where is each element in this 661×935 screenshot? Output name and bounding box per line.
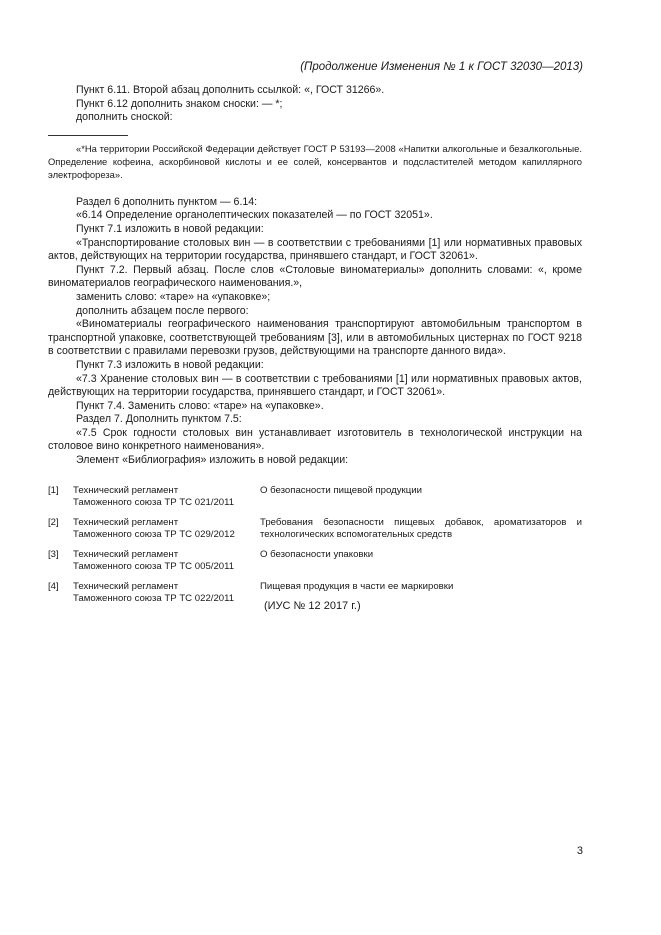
bibliography-item (48, 549, 582, 574)
bibliography-title: О безопасности пищевой продукции (260, 484, 422, 496)
page-number: 3 (576, 845, 583, 857)
paragraph-7-3-text: «7.3 Хранение столовых вин — в соответствии с требованиями [1] или нормативных правовых актов, действующих на территории государства, принявшего стандарт, и ГОСТ 32061». (48, 372, 582, 399)
paragraph-7-5-text: «7.5 Срок годности столовых вин устанавливает изготовитель в технологической инструкции на столовое вино конкретного наименования». (48, 426, 582, 453)
bibliography-title: Пищевая продукция в части ее маркировки (260, 580, 454, 592)
bibliography-source: Технический регламент Таможенного союза ТР ТС 029/2012 (73, 516, 235, 541)
bibliography-number: [2] (48, 516, 59, 528)
paragraph-6-12: Пункт 6.12 дополнить знаком сноски: — *; (76, 97, 283, 110)
bibliography-title: Требования безопасности пищевых добавок, ароматизаторов и технологических вспомогательных средств (260, 516, 582, 541)
document-body (48, 84, 582, 613)
bibliography-item (48, 485, 582, 510)
bibliography-source: Технический регламент Таможенного союза ТР ТС 021/2011 (73, 484, 235, 509)
paragraph-7-3: Пункт 7.3 изложить в новой редакции: (76, 358, 264, 371)
paragraph-7-2: Пункт 7.2. Первый абзац. После слов «Столовые виноматериалы» дополнить словами: «, кроме виноматериалов географического наименования.», (48, 263, 582, 290)
paragraph-7-2-add: дополнить абзацем после первого: (76, 304, 249, 317)
paragraph-6-11: Пункт 6.11. Второй абзац дополнить ссылкой: «, ГОСТ 31266». (76, 84, 385, 96)
paragraph-6-14: «6.14 Определение органолептических показателей — по ГОСТ 32051». (76, 209, 433, 222)
footnote-text: «*На территории Российской Федерации действует ГОСТ Р 53193—2008 «Напитки алкогольные и безалкогольные. Определение кофеина, аскорбиновой кислоты и ее солей, консервантов и подсластителей методом капиллярного электрофореза». (48, 142, 582, 180)
paragraph-section-6: Раздел 6 дополнить пунктом — 6.14: (76, 195, 258, 208)
paragraph-bibliography: Элемент «Библиография» изложить в новой редакции: (76, 454, 349, 467)
paragraph-section-7: Раздел 7. Дополнить пунктом 7.5: (76, 413, 242, 426)
paragraph-7-1-text: «Транспортирование столовых вин — в соответствии с требованиями [1] или нормативных правовых актов, действующих на территории государства, принявшего стандарт, и ГОСТ 32061». (48, 236, 582, 263)
running-header: (Продолжение Изменения № 1 к ГОСТ 32030—2013) (300, 61, 583, 73)
paragraph-7-1: Пункт 7.1 изложить в новой редакции: (76, 222, 264, 235)
bibliography-number: [1] (48, 484, 59, 496)
bibliography-number: [3] (48, 548, 59, 560)
paragraph-7-2-replace: заменить слово: «таре» на «упаковке»; (76, 290, 271, 303)
paragraph-7-2-text: «Виноматериалы географического наименования транспортируют автомобильным транспортом в транспортной упаковке, соответствующей требованиям [3], или в автомобильных цистернах по ГОСТ 9218 в соответствии с правилами перевозки грузов, действующими на транспорте данного вида». (48, 318, 582, 358)
bibliography-source: Технический регламент Таможенного союза ТР ТС 022/2011 (73, 580, 235, 605)
bibliography-title: О безопасности упаковки (260, 548, 374, 560)
ius-reference: (ИУС № 12 2017 г.) (264, 600, 361, 612)
paragraph-add-footnote: дополнить сноской: (76, 111, 173, 124)
bibliography-item (48, 517, 582, 542)
bibliography-list (48, 485, 582, 606)
paragraph-7-4: Пункт 7.4. Заменить слово: «таре» на «упаковке». (76, 399, 324, 412)
footnote-separator (48, 135, 128, 136)
bibliography-source: Технический регламент Таможенного союза ТР ТС 005/2011 (73, 548, 235, 573)
bibliography-number: [4] (48, 580, 59, 592)
